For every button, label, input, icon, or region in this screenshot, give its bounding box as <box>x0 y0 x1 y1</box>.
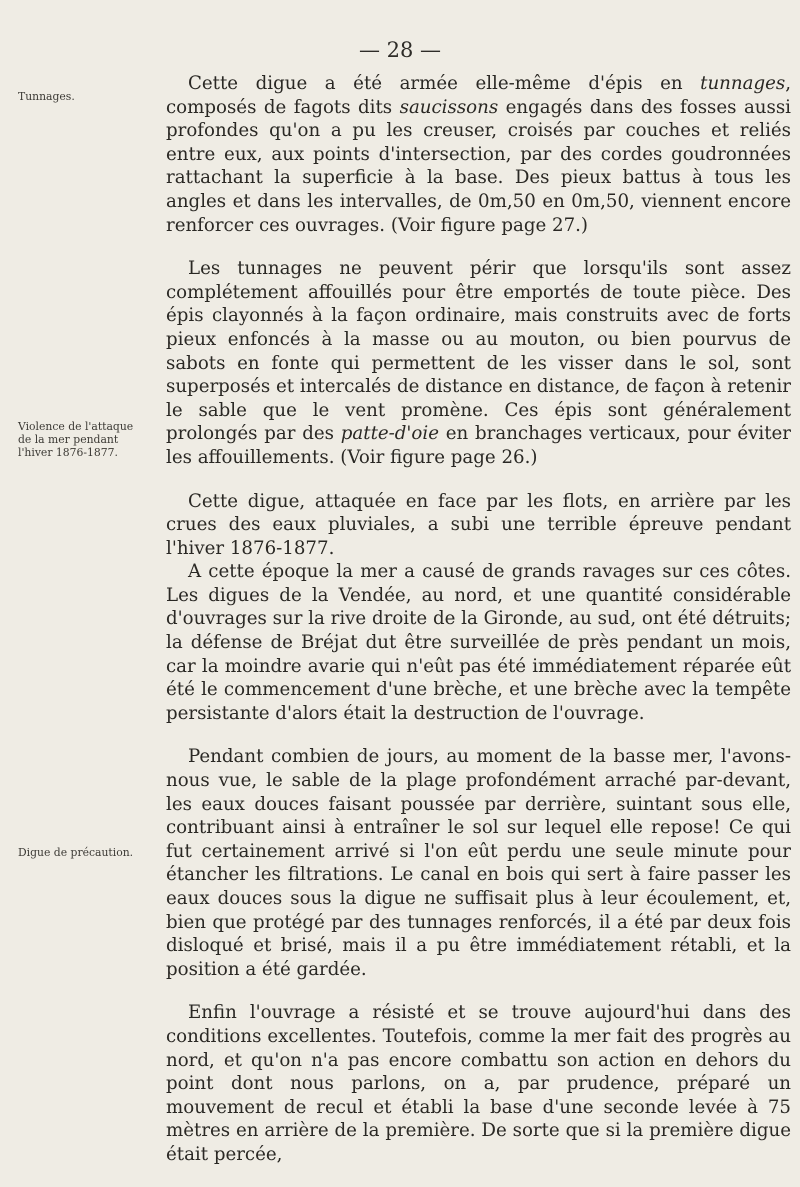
paragraph-6: Enfin l'ouvrage a résisté et se trouve aujourd'hui dans des conditions excellentes. Toutefois, comme la mer fait des progrès au nord, et qu'on n'a pas encore combattu son action en dehors du point dont nous parlons, on a, par prudence, préparé un mouvement de recul et établi la base d'une seconde levée à 75 mètres en arrière de la première. De sorte que si la première digue était percée, <box>166 1002 791 1165</box>
italic-term-tunnages: tunnages <box>700 73 786 94</box>
margin-note-tunnages: Tunnages. <box>18 90 75 103</box>
body-text <box>166 72 791 1187</box>
italic-term-patte-doie: patte-d'oie <box>340 423 439 445</box>
margin-note-digue: Digue de précaution. <box>18 846 134 859</box>
paragraph-4: A cette époque la mer a causé de grands ravages sur ces côtes. Les digues de la Vendée, au nord, et une quantité considérable d'ouvrages sur la rive droite de la Gironde, au sud, ont été détruits; la défense de Bréjat dut être surveillée de près pendant un mois, car la moindre avarie qui n'eût pas été immédiatement réparée eût été le commencement d'une brèche, et une brèche avec la tempête persistante d'alors était la destruction de l'ouvrage. <box>166 561 791 724</box>
paragraph-1: Cette digue a été armée elle-même d'épis en tunnages, composés de fagots dits saucissons engagés dans des fosses aussi profondes qu'on a pu les creuser, croisés par couches et reliés entre eux, aux points d'intersection, par des cordes goudronnées rattachant la superficie à la base. Des pieux battus à tous les angles et dans les intervalles, de 0m,50 en 0m,50, viennent encore renforcer ces ouvrages. (Voir figure page 27.) <box>166 73 791 236</box>
margin-note-violence: Violence de l'attaque de la mer pendant l'hiver 1876-1877. <box>18 420 134 459</box>
paragraph-3: Cette digue, attaquée en face par les flots, en arrière par les crues des eaux pluviales, a subi une terrible épreuve pendant l'hiver 1876-1877. <box>166 490 791 559</box>
page-number: — 28 — <box>358 38 442 62</box>
paragraph-2: Les tunnages ne peuvent périr que lorsqu'ils sont assez complétement affouillés pour être emportés de toute pièce. Des épis clayonnés à la façon ordinaire, mais construits avec de forts pieux enfoncés à la masse ou au mouton, ou bien pourvus de sabots en fonte qui permettent de les visser dans le sol, sont superposés et intercalés de distance en distance, de façon à retenir le sable que le vent promène. Ces épis sont généralement prolongés par des patte-d'oie en branchages verticaux, pour éviter les affouillements. (Voir figure page 26.) <box>166 258 791 468</box>
italic-term-saucissons: saucissons <box>399 96 499 118</box>
paragraph-5: Pendant combien de jours, au moment de la basse mer, l'avons-nous vue, le sable de la plage profondément arraché par-devant, les eaux douces faisant poussée par derrière, suintant sous elle, contribuant ainsi à entraîner le sol sur lequel elle repose! Ce qui fut certainement arrivé si l'on eût perdu une seule minute pour étancher les filtrations. Le canal en bois qui sert à faire passer les eaux douces sous la digue ne suffisait plus à leur écoulement, et, bien que protégé par des tunnages renforcés, il a été par deux fois disloqué et brisé, mais il a pu être immédiatement rétabli, et la position a été gardée. <box>166 746 791 980</box>
